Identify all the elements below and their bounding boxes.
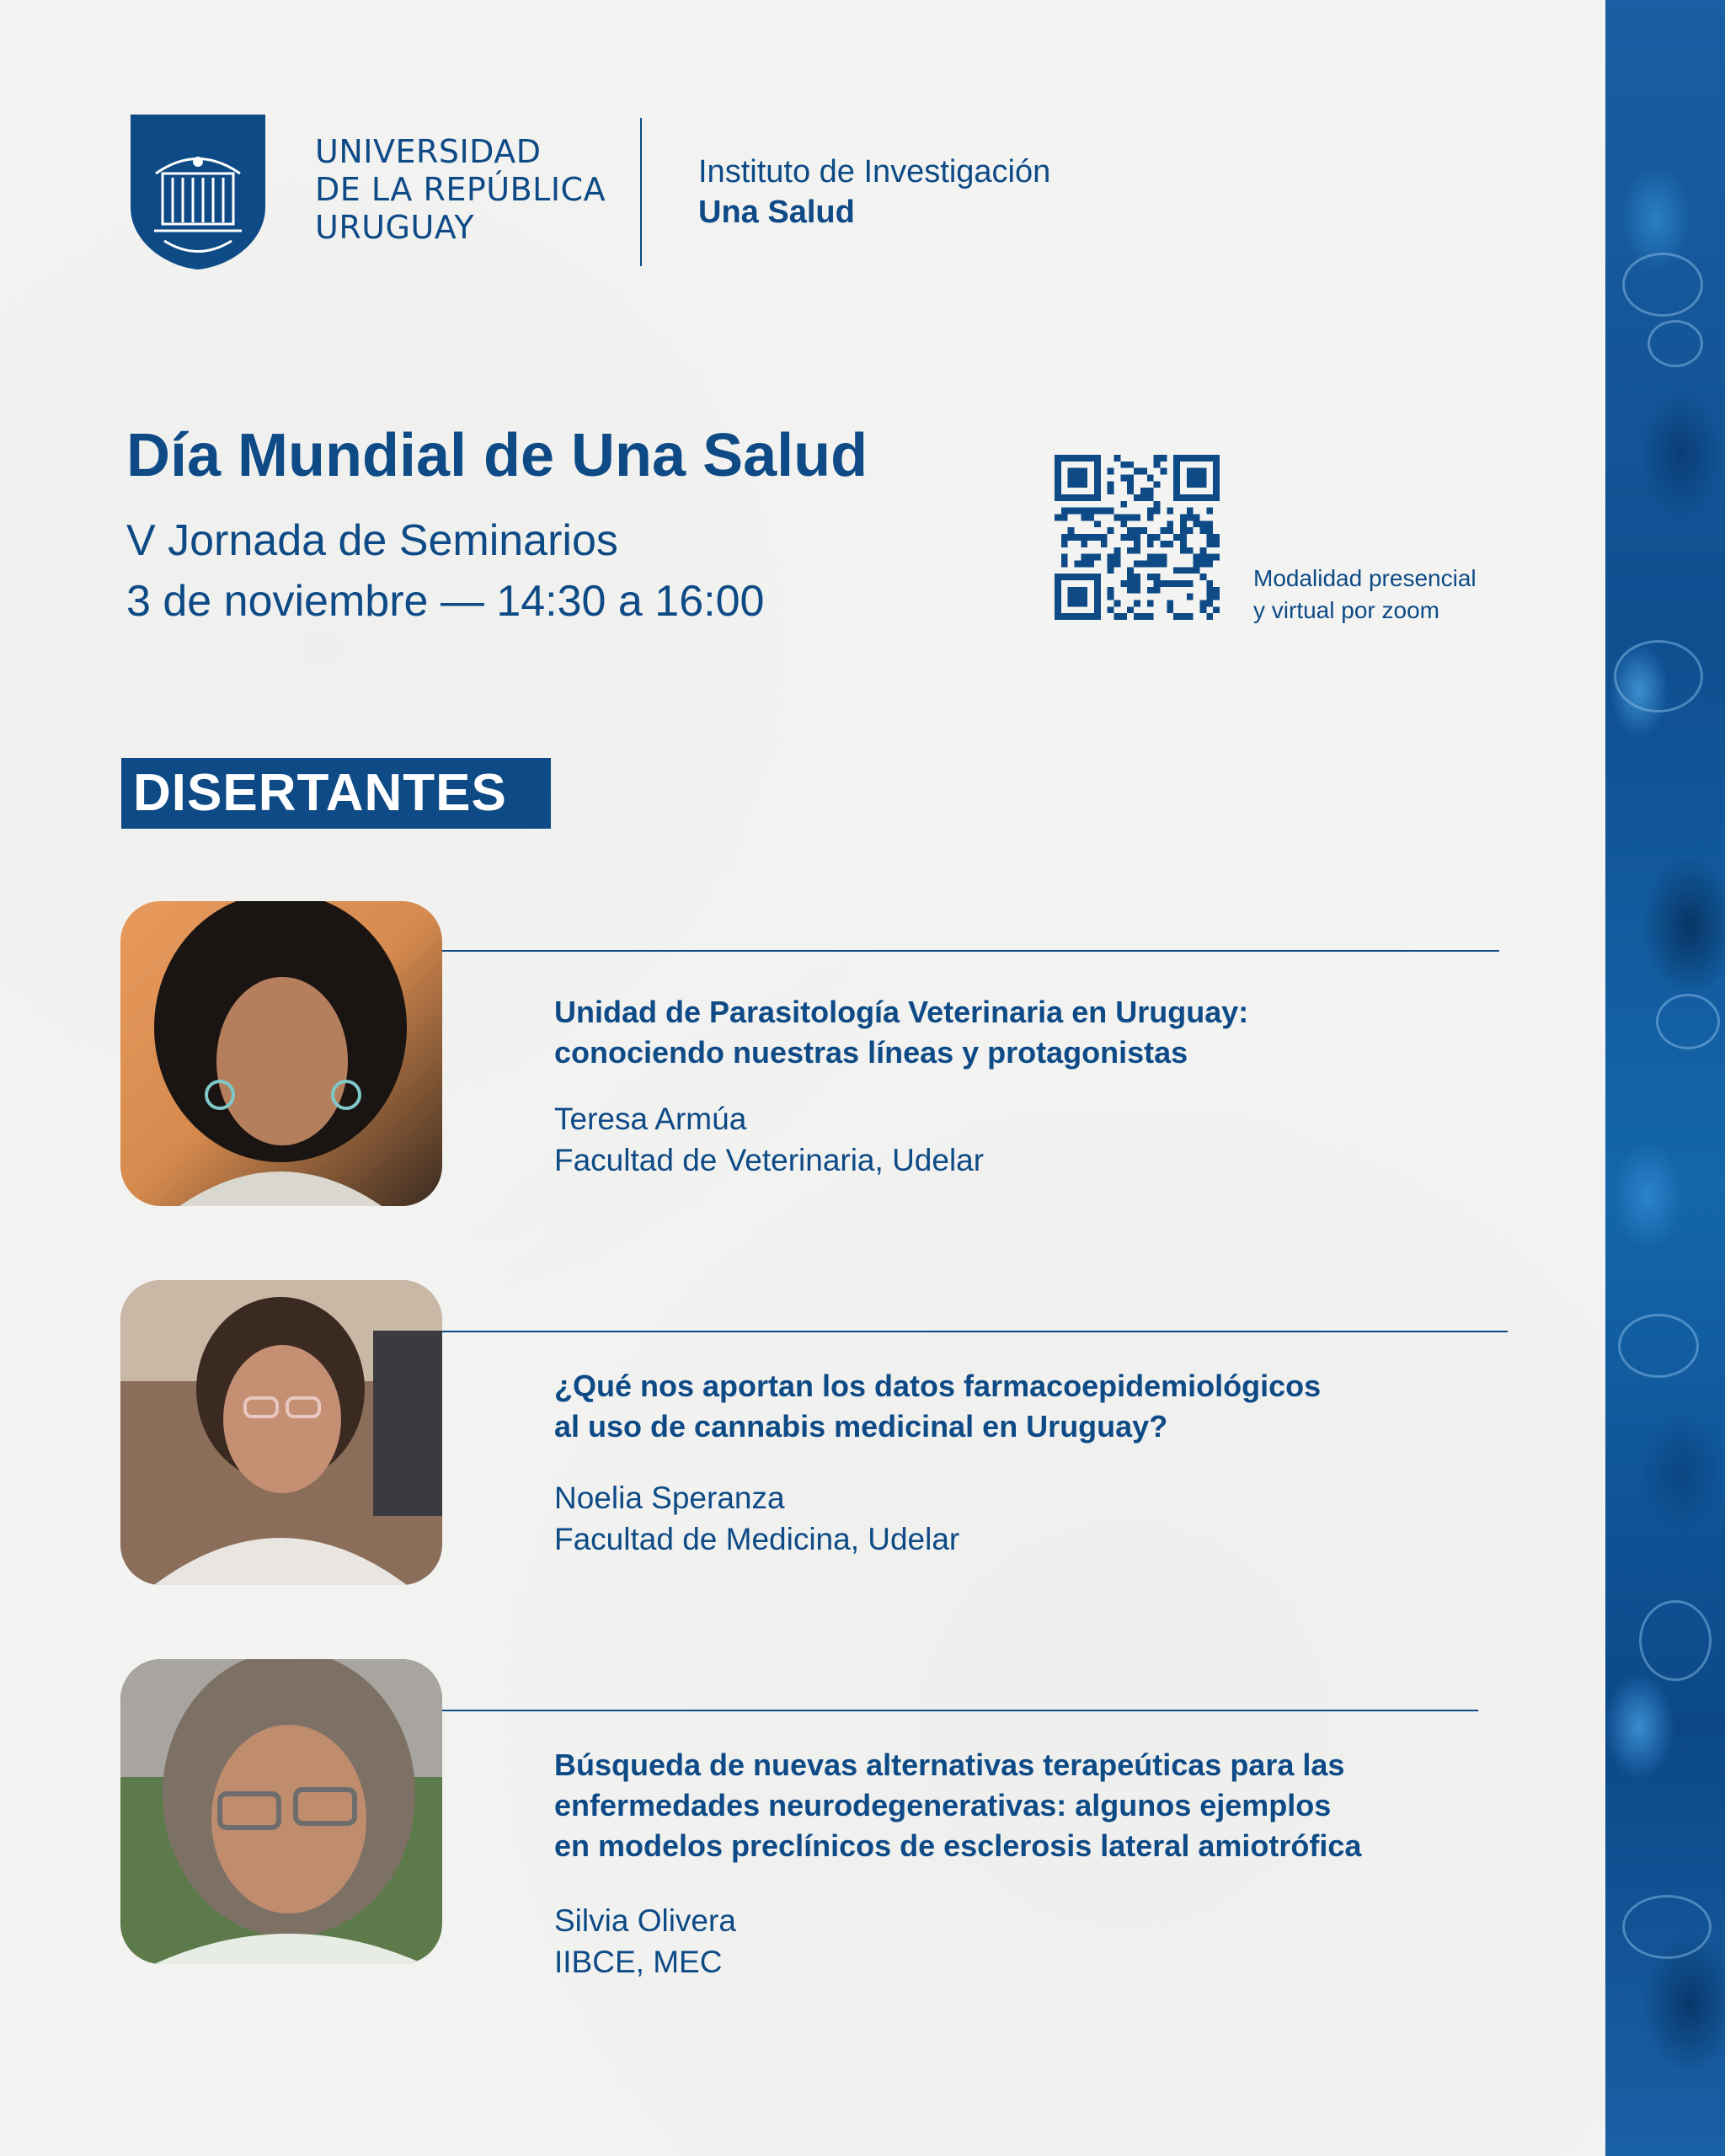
speaker-affiliation: Facultad de Medicina, Udelar: [554, 1522, 960, 1556]
institute-line-bold: Una Salud: [698, 195, 855, 230]
speaker-divider: [442, 1710, 1478, 1711]
talk-title-line: Búsqueda de nuevas alternativas terapeúticas para las: [554, 1748, 1345, 1782]
university-shield-icon: [131, 115, 265, 270]
talk-title-line: ¿Qué nos aportan los datos farmacoepidemiológicos: [554, 1369, 1322, 1403]
speaker-name: Silvia Olivera: [554, 1903, 736, 1938]
speaker-affiliation: IIBCE, MEC: [554, 1945, 723, 1979]
talk-title-line: enfermedades neurodegenerativas: algunos ejemplos: [554, 1788, 1332, 1822]
talk-title: [554, 1745, 1361, 1866]
talk-title: [554, 1366, 1321, 1447]
speaker-name: Teresa Armúa: [554, 1102, 747, 1136]
header-divider: [640, 118, 642, 266]
event-date: 3 de noviembre — 14:30 a 16:00: [126, 577, 765, 626]
speaker-photo: [120, 1280, 442, 1585]
modality-line: Modalidad presencial: [1253, 565, 1477, 591]
speaker-info: [554, 1900, 736, 1983]
institute-line: Instituto de Investigación: [698, 154, 1051, 189]
qr-code-icon[interactable]: [1055, 455, 1220, 620]
speaker-photo: [120, 901, 442, 1206]
event-subtitle: V Jornada de Seminarios: [126, 516, 618, 565]
event-title: Día Mundial de Una Salud: [126, 422, 868, 489]
decorative-side-band: [1605, 0, 1725, 2156]
university-name: [315, 133, 606, 247]
speaker-divider: [442, 950, 1499, 952]
university-name-line: UNIVERSIDAD: [315, 133, 542, 170]
speakers-section-label: DISERTANTES: [121, 758, 551, 829]
talk-title: [554, 992, 1248, 1073]
speaker-info: [554, 1098, 984, 1181]
speaker-name: Noelia Speranza: [554, 1481, 785, 1515]
speaker-divider: [442, 1331, 1508, 1332]
modality-line: y virtual por zoom: [1253, 597, 1439, 623]
talk-title-line: en modelos preclínicos de esclerosis lateral amiotrófica: [554, 1828, 1362, 1863]
modality-note: [1253, 563, 1477, 627]
university-name-line: URUGUAY: [315, 209, 475, 246]
talk-title-line: conociendo nuestras líneas y protagonistas: [554, 1035, 1188, 1070]
talk-title-line: Unidad de Parasitología Veterinaria en Uruguay:: [554, 995, 1249, 1029]
talk-title-line: al uso de cannabis medicinal en Uruguay?: [554, 1409, 1168, 1444]
speaker-affiliation: Facultad de Veterinaria, Udelar: [554, 1143, 985, 1177]
speaker-info: [554, 1477, 959, 1560]
speaker-photo: [120, 1659, 442, 1964]
institute-name: [698, 152, 1050, 232]
university-name-line: DE LA REPÚBLICA: [315, 171, 606, 208]
